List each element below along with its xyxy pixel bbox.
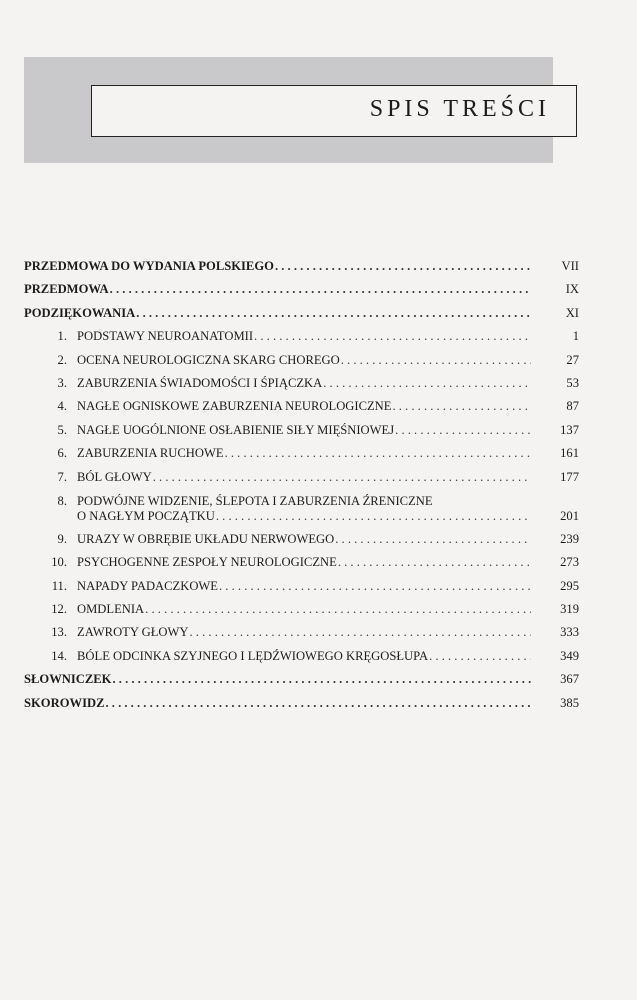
toc-entry-page: IX xyxy=(565,282,579,297)
toc-entry-label: ZABURZENIA ŚWIADOMOŚCI I ŚPIĄCZKA xyxy=(77,375,323,390)
toc-chapter-12[interactable] xyxy=(24,598,579,621)
toc-chapter-14[interactable] xyxy=(24,645,579,668)
chapter-number: 13. xyxy=(51,625,67,640)
toc-entry-label: ZABURZENIA RUCHOWE xyxy=(77,446,224,461)
toc-entry-page: 239 xyxy=(560,531,579,546)
toc-entry-acknowledgements[interactable] xyxy=(24,302,579,325)
toc-entry-page: 137 xyxy=(560,422,579,437)
toc-entry-label: URAZY W OBRĘBIE UKŁADU NERWOWEGO xyxy=(77,531,335,546)
toc-chapter-11[interactable] xyxy=(24,575,579,598)
toc-chapter-13[interactable] xyxy=(24,621,579,644)
chapter-number: 8. xyxy=(57,493,67,508)
toc-entry-glossary[interactable] xyxy=(24,668,579,691)
toc-entry-preface-polish[interactable] xyxy=(24,255,579,278)
toc-entry-label: NAGŁE OGNISKOWE ZABURZENIA NEUROLOGICZNE xyxy=(77,399,392,414)
toc-entry-label: OMDLENIA xyxy=(77,602,145,617)
table-of-contents xyxy=(24,255,579,715)
toc-entry-label: PODZIĘKOWANIA xyxy=(24,305,136,320)
toc-entry-label-line1: PODWÓJNE WIDZENIE, ŚLEPOTA I ZABURZENIA ŹRENICZNE xyxy=(77,493,433,508)
toc-entry-label: BÓLE ODCINKA SZYJNEGO I LĘDŹWIOWEGO KRĘGOSŁUPA xyxy=(77,648,429,663)
chapter-number: 11. xyxy=(51,578,67,593)
toc-entry-page: 201 xyxy=(560,508,579,523)
toc-entry-label: NAPADY PADACZKOWE xyxy=(77,578,218,593)
toc-entry-page: 385 xyxy=(560,695,579,710)
chapter-number: 4. xyxy=(57,399,67,414)
toc-entry-page: 349 xyxy=(560,648,579,663)
page-title: SPIS TREŚCI xyxy=(369,96,550,122)
toc-entry-label: SKOROWIDZ xyxy=(24,695,105,710)
toc-entry-page: 319 xyxy=(560,602,579,617)
chapter-number: 7. xyxy=(57,469,67,484)
toc-entry-label: PRZEDMOWA xyxy=(24,282,109,297)
toc-chapter-1[interactable] xyxy=(24,325,579,348)
toc-entry-page: 273 xyxy=(560,555,579,570)
toc-entry-page: 367 xyxy=(560,672,579,687)
toc-chapter-5[interactable] xyxy=(24,419,579,442)
chapter-number: 10. xyxy=(51,555,67,570)
chapter-number: 6. xyxy=(57,446,67,461)
chapter-number: 5. xyxy=(57,422,67,437)
toc-chapter-3[interactable] xyxy=(24,372,579,395)
chapter-number: 12. xyxy=(51,602,67,617)
chapter-number: 9. xyxy=(57,531,67,546)
toc-entry-page: 87 xyxy=(566,399,579,414)
toc-chapter-4[interactable] xyxy=(24,395,579,418)
toc-entry-page: VII xyxy=(561,259,579,273)
toc-chapter-7[interactable] xyxy=(24,466,579,489)
chapter-number: 14. xyxy=(51,648,67,663)
chapter-number: 2. xyxy=(57,352,67,367)
chapter-number: 1. xyxy=(57,329,67,344)
toc-entry-page: 27 xyxy=(566,352,579,367)
toc-entry-label: PRZEDMOWA DO WYDANIA POLSKIEGO xyxy=(24,259,274,273)
toc-entry-page: 177 xyxy=(560,469,579,484)
toc-chapter-10[interactable] xyxy=(24,551,579,574)
toc-entry-label: ZAWROTY GŁOWY xyxy=(77,625,189,640)
toc-chapter-8[interactable] xyxy=(24,489,579,528)
chapter-number: 3. xyxy=(57,375,67,390)
toc-chapter-9[interactable] xyxy=(24,528,579,551)
toc-entry-page: 333 xyxy=(560,625,579,640)
toc-entry-label: NAGŁE UOGÓLNIONE OSŁABIENIE SIŁY MIĘŚNIOWEJ xyxy=(77,422,395,437)
toc-entry-label: PSYCHOGENNE ZESPOŁY NEUROLOGICZNE xyxy=(77,555,337,570)
toc-entry-preface[interactable] xyxy=(24,278,579,301)
toc-entry-page: 1 xyxy=(572,329,579,344)
toc-entry-page: 295 xyxy=(560,578,579,593)
toc-entry-label: PODSTAWY NEUROANATOMII xyxy=(77,329,254,344)
toc-entry-page: 161 xyxy=(560,446,579,461)
toc-entry-label-line2: O NAGŁYM POCZĄTKU xyxy=(77,508,215,523)
toc-entry-label: OCENA NEUROLOGICZNA SKARG CHOREGO xyxy=(77,352,340,367)
toc-chapter-6[interactable] xyxy=(24,442,579,465)
toc-entry-index[interactable] xyxy=(24,692,579,715)
toc-entry-label: BÓL GŁOWY xyxy=(77,469,152,484)
toc-entry-page: XI xyxy=(565,305,579,320)
toc-entry-page: 53 xyxy=(566,375,579,390)
title-box xyxy=(91,85,577,137)
toc-chapter-2[interactable] xyxy=(24,349,579,372)
toc-entry-label: SŁOWNICZEK xyxy=(24,672,112,687)
